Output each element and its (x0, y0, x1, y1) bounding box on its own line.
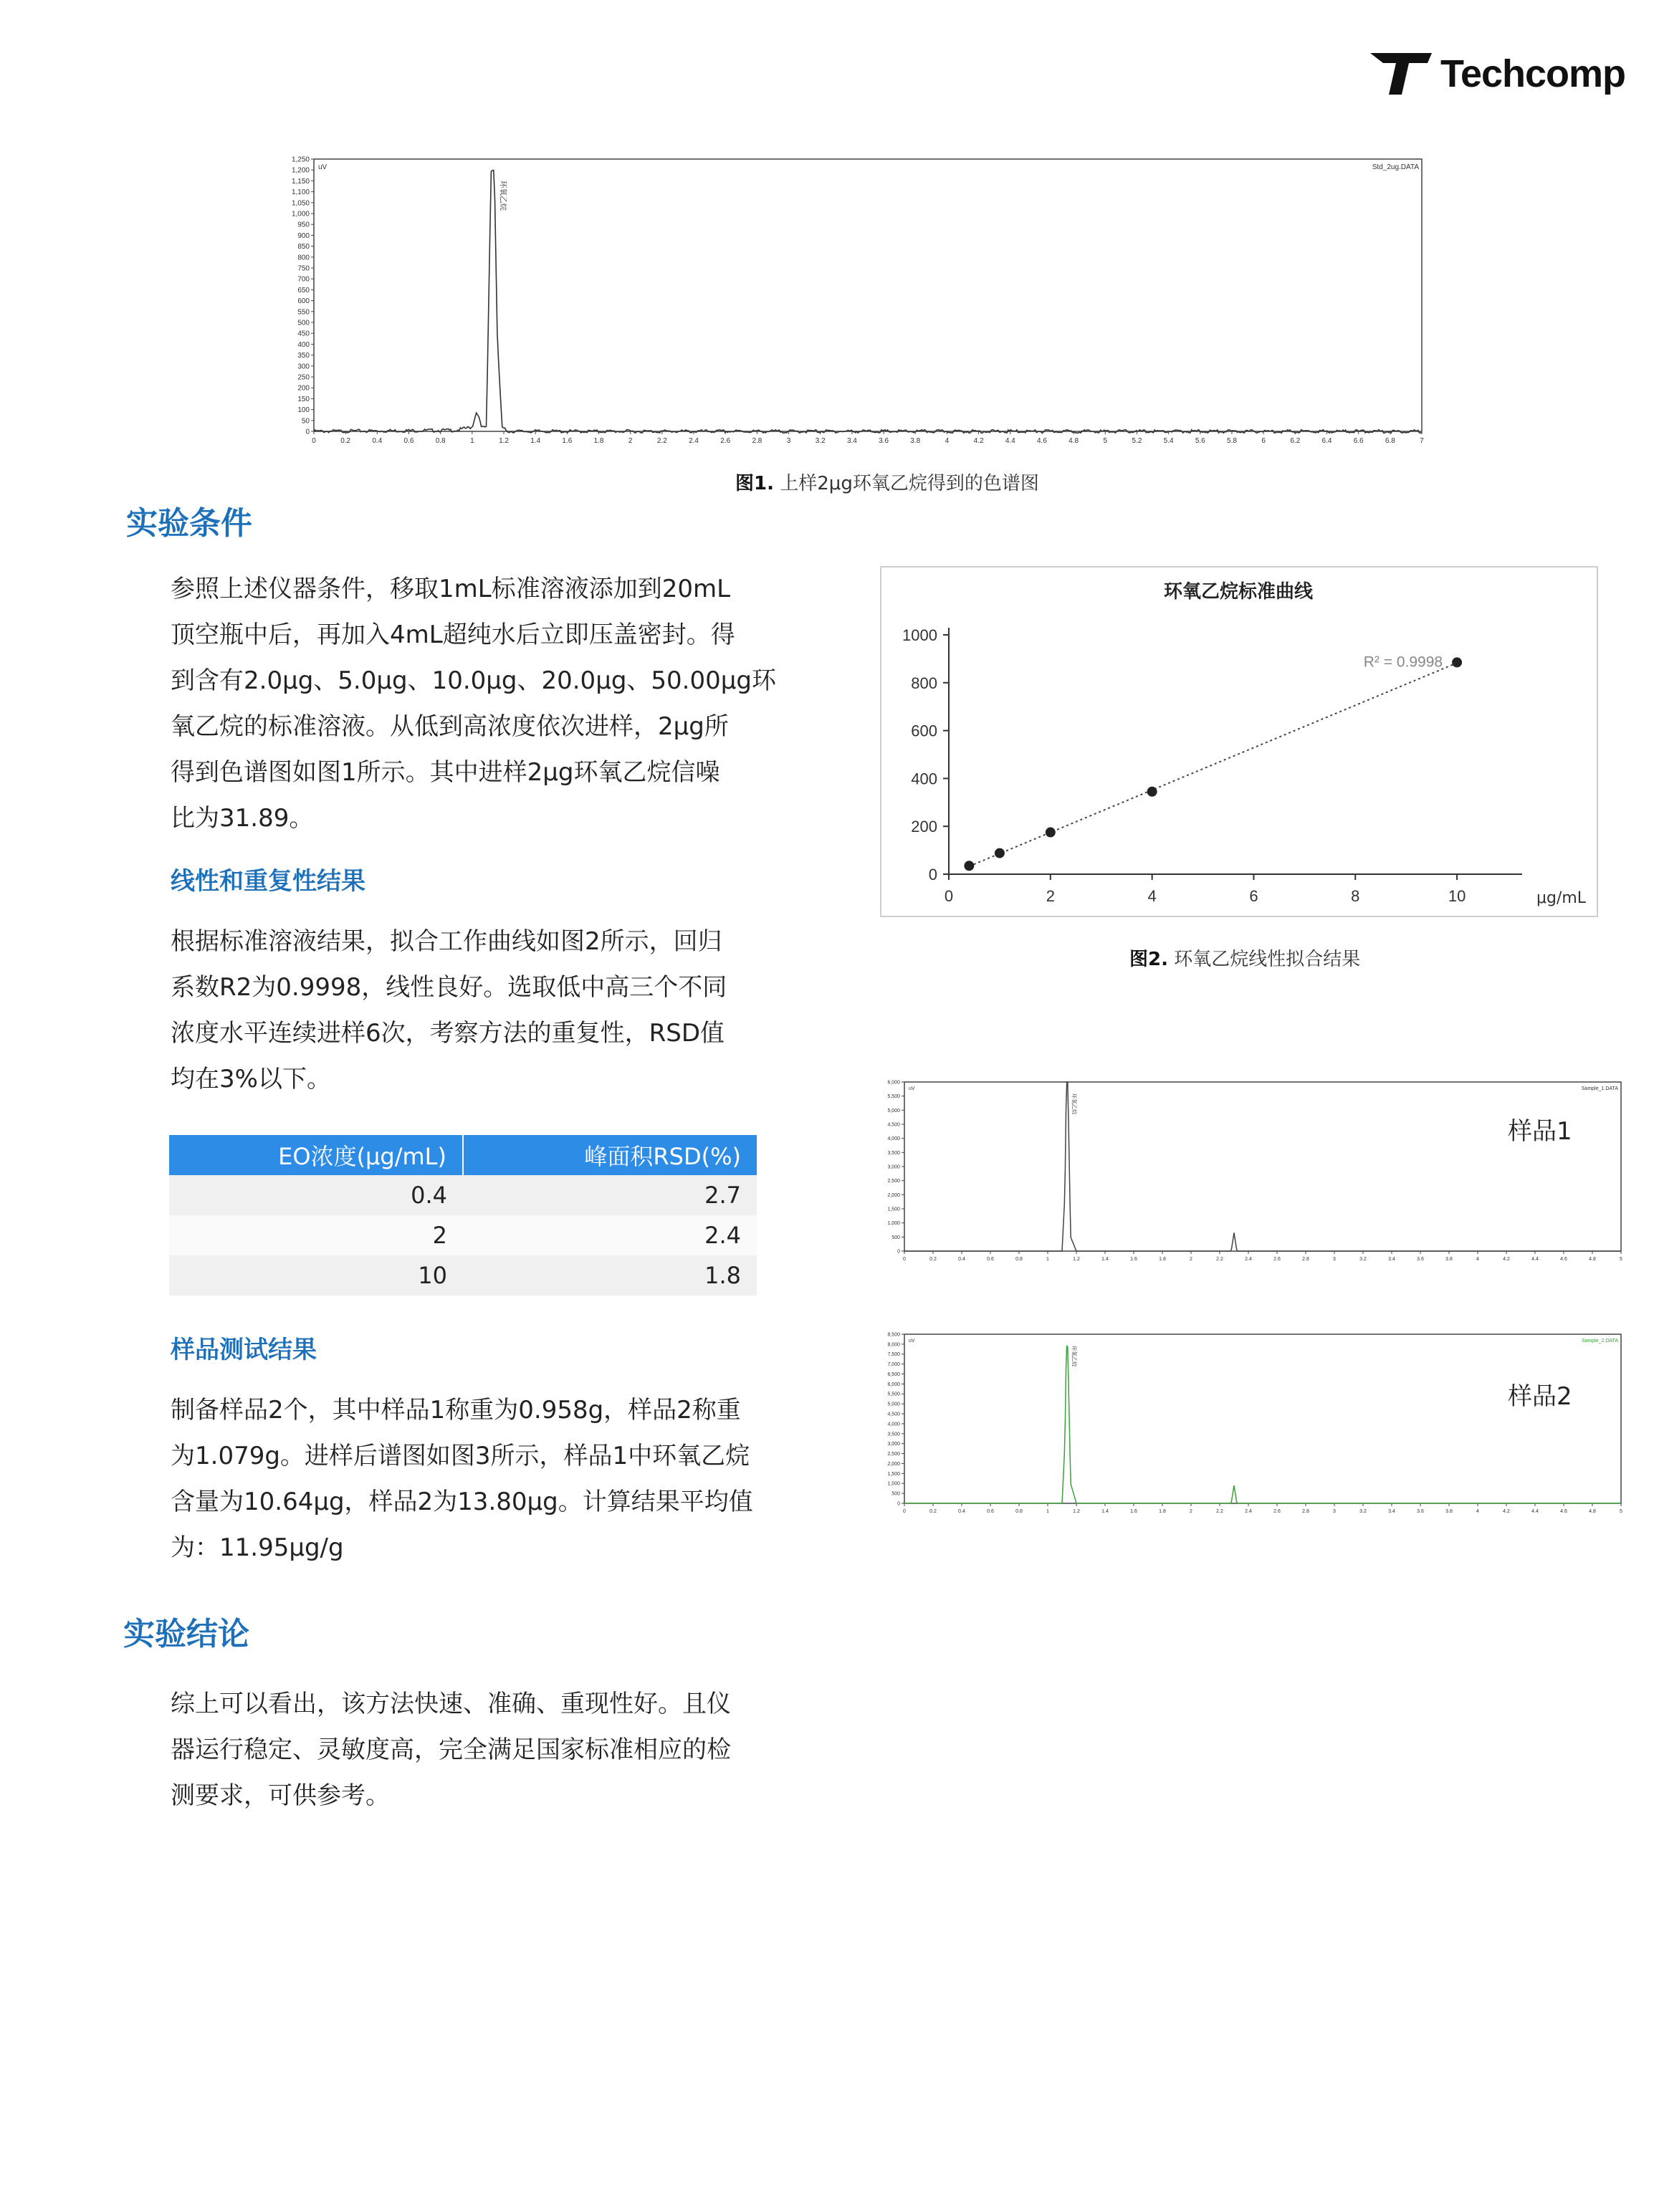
x-tick-label: 2 (628, 437, 633, 445)
x-tick-label: 5 (1103, 437, 1108, 445)
x-tick-label: 3.8 (1445, 1509, 1453, 1514)
y-tick-label: 0 (928, 866, 937, 884)
table-header-rsd: 峰面积RSD(%) (463, 1135, 757, 1175)
x-tick-label: 3.6 (1417, 1509, 1424, 1514)
y-tick-label: 450 (297, 330, 310, 338)
x-tick-label: 4.6 (1560, 1257, 1567, 1262)
y-tick-label: 5,000 (887, 1108, 900, 1114)
y-tick-label: 1,200 (291, 166, 310, 175)
x-tick-label: 2.4 (1245, 1509, 1252, 1514)
y-tick-label: 250 (297, 373, 310, 382)
x-tick-label: 2.6 (720, 437, 731, 445)
peak-label: 环氧乙烷 (1071, 1346, 1078, 1367)
x-tick-label: 1.8 (1159, 1257, 1166, 1262)
data-point (995, 848, 1005, 858)
y-tick-label: 4,000 (887, 1136, 900, 1142)
x-tick-label: 0.2 (340, 437, 351, 445)
y-tick-label: 500 (297, 319, 310, 327)
x-tick-label: 1.8 (593, 437, 604, 445)
sample2-chromatogram (886, 1328, 1627, 1518)
y-tick-label: 700 (297, 275, 310, 284)
techcomp-logo-icon (1369, 47, 1433, 97)
x-tick-label: 2.2 (656, 437, 667, 445)
x-tick-label: 2.4 (1245, 1257, 1252, 1262)
x-tick-label: 6 (1261, 437, 1266, 445)
y-tick-label: 200 (297, 384, 310, 393)
brand-name: Techcomp (1440, 52, 1626, 95)
y-tick-label: 1,000 (291, 210, 310, 219)
x-tick-label: 0.4 (372, 437, 383, 445)
x-tick-label: 4.6 (1560, 1509, 1567, 1514)
y-tick-label: 7,500 (887, 1352, 900, 1358)
x-tick-label: 4.2 (1503, 1509, 1510, 1514)
conditions-line: 氧乙烷的标准溶液。从低到高浓度依次进样，2μg所 (171, 712, 729, 741)
data-point (964, 861, 974, 871)
sample2-label: 样品2 (1508, 1382, 1572, 1411)
file-label: Sample_1.DATA (1581, 1086, 1618, 1091)
y-tick-label: 800 (911, 674, 937, 692)
section-title-sample-results: 样品测试结果 (171, 1336, 317, 1364)
y-tick-label: 0 (897, 1249, 900, 1255)
sample-results-line: 制备样品2个，其中样品1称重为0.958g，样品2称重 (171, 1396, 741, 1425)
linearity-line: 均在3%以下。 (171, 1065, 331, 1093)
conclusion-line: 器运行稳定、灵敏度高，完全满足国家标准相应的检 (171, 1735, 731, 1764)
fig2-caption-text: 环氧乙烷线性拟合结果 (1167, 949, 1361, 970)
x-tick-label: 0 (903, 1509, 906, 1514)
x-tick-label: 3.2 (1359, 1509, 1367, 1514)
x-tick-label: 5 (1620, 1257, 1622, 1262)
y-tick-label: 500 (891, 1235, 900, 1240)
y-tick-label: 1,000 (887, 1221, 900, 1227)
y-tick-label: 0 (897, 1501, 900, 1507)
y-tick-label: 1,150 (291, 177, 310, 186)
x-tick-label: 1.2 (1073, 1257, 1080, 1262)
plot-frame (904, 1082, 1621, 1251)
x-tick-label: 5 (1620, 1509, 1622, 1514)
fig2-caption-label: 图2. (1129, 949, 1168, 970)
y-tick-label: 1000 (902, 626, 937, 644)
x-tick-label: 2.8 (1302, 1257, 1309, 1262)
x-tick-label: 0 (312, 437, 316, 445)
y-tick-label: 1,000 (887, 1481, 900, 1487)
sample1-chromatogram (886, 1076, 1627, 1267)
x-tick-label: 4.8 (1589, 1509, 1596, 1514)
y-tick-label: 800 (297, 254, 310, 262)
data-point (1452, 657, 1462, 667)
y-tick-label: 1,500 (887, 1471, 900, 1477)
x-tick-label: 1 (1046, 1257, 1049, 1262)
fig2-calibration-chart (880, 566, 1597, 916)
conditions-line: 顶空瓶中后，再加入4mL超纯水后立即压盖密封。得 (171, 621, 735, 649)
y-tick-label: 8,500 (887, 1332, 900, 1338)
x-tick-label: 3.4 (846, 437, 857, 445)
x-tick-label: 0.8 (435, 437, 446, 445)
x-tick-label: 4.4 (1531, 1509, 1539, 1514)
x-tick-label: 1.6 (562, 437, 573, 445)
x-tick-label: 3.8 (910, 437, 921, 445)
file-label: Sample_2.DATA (1581, 1339, 1618, 1344)
y-tick-label: 950 (297, 221, 310, 229)
unit-label: uV (318, 163, 328, 171)
x-tick-label: 5.2 (1132, 437, 1142, 445)
x-tick-label: 0.8 (1015, 1509, 1023, 1514)
y-tick-label: 1,100 (291, 188, 310, 197)
x-tick-label: 0.4 (958, 1509, 965, 1514)
x-tick-label: 1.2 (499, 437, 509, 445)
section-title-conclusion: 实验结论 (123, 1616, 249, 1652)
x-tick-label: 4 (1476, 1257, 1479, 1262)
x-tick-label: 0.8 (1015, 1257, 1023, 1262)
y-tick-label: 550 (297, 308, 310, 317)
linearity-line: 系数R2为0.9998，线性良好。选取低中高三个不同 (171, 973, 727, 1002)
table-cell-rsd: 2.4 (463, 1215, 757, 1255)
x-tick-label: 5.4 (1163, 437, 1174, 445)
x-tick-label: 0.4 (958, 1257, 965, 1262)
conditions-line: 到含有2.0μg、5.0μg、10.0μg、20.0μg、50.00μg环 (171, 666, 776, 695)
table-row (169, 1255, 757, 1296)
table-cell-concentration: 2 (169, 1215, 463, 1255)
y-tick-label: 4,500 (887, 1412, 900, 1417)
y-tick-label: 200 (911, 818, 937, 836)
x-tick-label: 1 (470, 437, 474, 445)
y-tick-label: 500 (891, 1491, 900, 1497)
linearity-paragraph (171, 919, 727, 1102)
y-tick-label: 5,500 (887, 1392, 900, 1397)
conclusion-line: 测要求，可供参考。 (171, 1781, 390, 1810)
y-tick-label: 1,500 (887, 1207, 900, 1212)
x-tick-label: 1.6 (1130, 1257, 1137, 1262)
y-tick-label: 400 (297, 340, 310, 349)
x-tick-label: 6.2 (1290, 437, 1301, 445)
x-tick-label: 4.4 (1531, 1257, 1539, 1262)
x-tick-label: 4 (1476, 1509, 1479, 1514)
x-tick-label: 4.2 (973, 437, 984, 445)
plot-frame (904, 1334, 1621, 1503)
y-tick-label: 100 (297, 406, 310, 415)
x-tick-label: 10 (1448, 887, 1466, 905)
x-tick-label: 1.2 (1073, 1509, 1080, 1514)
rsd-table (169, 1135, 757, 1296)
x-tick-label: 0.6 (987, 1257, 994, 1262)
x-tick-label: 2.2 (1216, 1257, 1223, 1262)
y-tick-label: 400 (911, 770, 937, 788)
y-tick-label: 3,500 (887, 1432, 900, 1437)
conclusion-line: 综上可以看出，该方法快速、准确、重现性好。且仪 (171, 1690, 731, 1718)
table-header-concentration: EO浓度(μg/mL) (169, 1135, 463, 1175)
x-tick-label: 6.6 (1353, 437, 1364, 445)
y-tick-label: 900 (297, 231, 310, 240)
y-tick-label: 300 (297, 363, 310, 371)
linearity-line: 根据标准溶液结果，拟合工作曲线如图2所示，回归 (171, 927, 722, 956)
section-title-linearity: 线性和重复性结果 (171, 867, 365, 896)
peak-label: 环氧乙烷 (498, 181, 507, 211)
fig1-caption-text: 上样2μg环氧乙烷得到的色谱图 (773, 473, 1039, 494)
y-tick-label: 2,000 (887, 1192, 900, 1198)
table-header-row (169, 1135, 757, 1175)
x-tick-label: 4.2 (1503, 1257, 1510, 1262)
y-tick-label: 5,500 (887, 1094, 900, 1100)
y-tick-label: 1,250 (291, 155, 310, 164)
x-tick-label: 6.4 (1321, 437, 1332, 445)
y-tick-label: 6,000 (887, 1080, 900, 1086)
conditions-line: 比为31.89。 (171, 804, 314, 833)
x-tick-label: 3 (1333, 1509, 1336, 1514)
x-tick-label: 2.6 (1273, 1257, 1281, 1262)
x-tick-label: 4.8 (1068, 437, 1079, 445)
fig1-caption (735, 469, 1039, 495)
y-tick-label: 350 (297, 352, 310, 360)
x-tick-label: 2 (1046, 887, 1055, 905)
y-tick-label: 3,000 (887, 1442, 900, 1447)
x-tick-label: 8 (1351, 887, 1360, 905)
linearity-line: 浓度水平连续进样6次，考察方法的重复性，RSD值 (171, 1019, 725, 1048)
x-tick-label: 4.6 (1036, 437, 1047, 445)
y-tick-label: 150 (297, 395, 310, 403)
x-tick-label: 0 (903, 1257, 906, 1262)
sample-results-line: 为：11.95μg/g (171, 1533, 344, 1562)
x-tick-label: 1.6 (1130, 1509, 1137, 1514)
x-tick-label: 2.4 (689, 437, 699, 445)
x-tick-label: 4.4 (1005, 437, 1015, 445)
fig1-caption-label: 图1. (735, 473, 774, 494)
y-tick-label: 3,500 (887, 1150, 900, 1156)
y-tick-label: 600 (297, 297, 310, 306)
conclusion-paragraph (171, 1681, 731, 1819)
y-tick-label: 850 (297, 243, 310, 252)
x-tick-label: 6.8 (1385, 437, 1395, 445)
x-tick-label: 0.2 (929, 1257, 937, 1262)
y-tick-label: 5,000 (887, 1402, 900, 1407)
y-tick-label: 2,500 (887, 1452, 900, 1457)
x-tick-label: 2 (1190, 1257, 1192, 1262)
peak-label: 环氧乙烷 (1071, 1093, 1078, 1115)
fig1-chromatogram (287, 150, 1433, 451)
y-tick-label: 2,500 (887, 1179, 900, 1184)
y-tick-label: 4,500 (887, 1122, 900, 1128)
x-tick-label: 2 (1190, 1509, 1192, 1514)
data-point (1147, 787, 1157, 797)
sample1-label: 样品1 (1508, 1117, 1572, 1146)
conditions-line: 参照上述仪器条件，移取1mL标准溶液添加到20mL (171, 575, 731, 603)
table-row (169, 1215, 757, 1255)
y-tick-label: 650 (297, 286, 310, 295)
x-tick-label: 3.8 (1445, 1257, 1453, 1262)
x-tick-label: 4 (945, 437, 950, 445)
y-tick-label: 4,000 (887, 1422, 900, 1427)
x-tick-label: 7 (1420, 437, 1424, 445)
x-tick-label: 0 (944, 887, 954, 905)
x-tick-label: 3 (1333, 1257, 1336, 1262)
r2-label: R² = 0.9998 (1363, 653, 1443, 671)
x-tick-label: 1.8 (1159, 1509, 1166, 1514)
y-tick-label: 2,000 (887, 1461, 900, 1467)
data-point (1046, 828, 1056, 838)
x-tick-label: 1.4 (1101, 1509, 1109, 1514)
table-row (169, 1175, 757, 1215)
sample-results-line: 含量为10.64μg，样品2为13.80μg。计算结果平均值 (171, 1488, 753, 1516)
y-tick-label: 3,000 (887, 1164, 900, 1170)
y-tick-label: 6,500 (887, 1371, 900, 1377)
sample-results-paragraph (171, 1387, 753, 1571)
file-label: Std_2ug.DATA (1372, 163, 1419, 171)
unit-label: uV (909, 1339, 915, 1344)
x-tick-label: 4.8 (1589, 1257, 1596, 1262)
x-tick-label: 3.4 (1388, 1509, 1395, 1514)
fig2-caption (1129, 944, 1360, 971)
x-tick-label: 0.2 (929, 1509, 937, 1514)
x-tick-label: 3.6 (1417, 1257, 1424, 1262)
y-tick-label: 50 (301, 417, 310, 426)
x-tick-label: 5.8 (1227, 437, 1237, 445)
x-tick-label: 0.6 (987, 1509, 994, 1514)
chart-title: 环氧乙烷标准曲线 (1163, 581, 1314, 603)
section-title-conditions: 实验条件 (126, 505, 252, 542)
y-tick-label: 6,000 (887, 1382, 900, 1387)
x-tick-label: 2.2 (1216, 1509, 1223, 1514)
y-tick-label: 7,000 (887, 1362, 900, 1368)
y-tick-label: 600 (911, 722, 937, 740)
x-tick-label: 4 (1147, 887, 1157, 905)
x-tick-label: 1.4 (530, 437, 541, 445)
y-tick-label: 0 (305, 428, 310, 436)
x-unit-label: μg/mL (1536, 889, 1587, 907)
table-cell-rsd: 2.7 (463, 1175, 757, 1215)
y-tick-label: 750 (297, 264, 310, 273)
x-tick-label: 1.4 (1101, 1257, 1109, 1262)
plot-frame (314, 159, 1422, 431)
x-tick-label: 3.6 (879, 437, 889, 445)
table-cell-concentration: 10 (169, 1255, 463, 1296)
table-cell-concentration: 0.4 (169, 1175, 463, 1215)
conditions-paragraph (171, 566, 776, 841)
techcomp-logo (1369, 47, 1634, 105)
x-tick-label: 3.2 (815, 437, 826, 445)
x-tick-label: 3.4 (1388, 1257, 1395, 1262)
conditions-line: 得到色谱图如图1所示。其中进样2μg环氧乙烷信噪 (171, 758, 720, 787)
table-cell-rsd: 1.8 (463, 1255, 757, 1296)
y-tick-label: 8,000 (887, 1342, 900, 1348)
trendline (969, 663, 1457, 866)
x-tick-label: 3.2 (1359, 1257, 1367, 1262)
x-tick-label: 3 (786, 437, 791, 445)
unit-label: uV (909, 1086, 915, 1091)
y-tick-label: 1,050 (291, 199, 310, 208)
sample-results-line: 为1.079g。进样后谱图如图3所示，样品1中环氧乙烷 (171, 1442, 750, 1470)
x-tick-label: 0.6 (403, 437, 414, 445)
x-tick-label: 1 (1046, 1509, 1049, 1514)
x-tick-label: 5.6 (1195, 437, 1205, 445)
x-tick-label: 6 (1249, 887, 1258, 905)
x-tick-label: 2.6 (1273, 1509, 1281, 1514)
x-tick-label: 2.8 (1302, 1509, 1309, 1514)
x-tick-label: 2.8 (752, 437, 762, 445)
